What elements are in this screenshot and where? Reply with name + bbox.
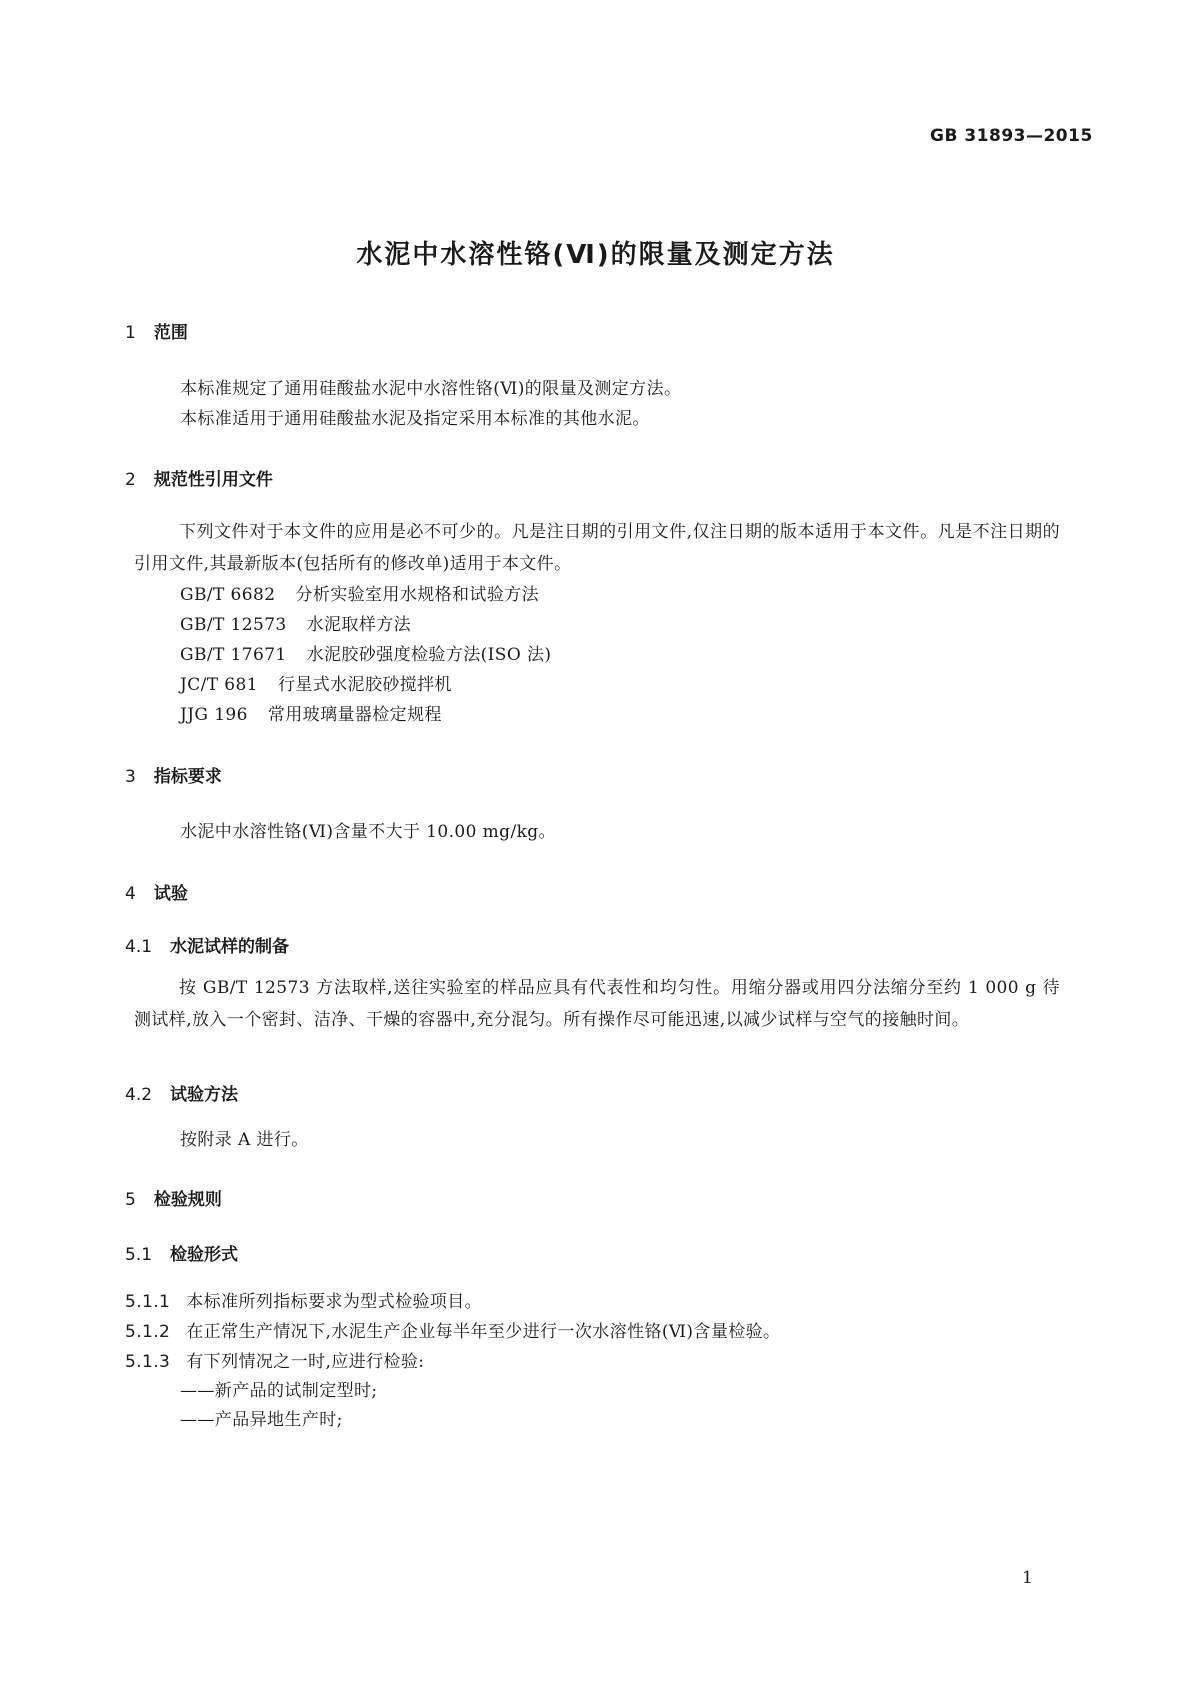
- section-title: 指标要求: [153, 767, 222, 787]
- section-5-heading: [125, 1185, 222, 1210]
- page-number: 1: [1022, 1568, 1033, 1588]
- clause-number: 5.1.2: [125, 1322, 171, 1342]
- references-intro: 下列文件对于本文件的应用是必不可少的。凡是注日期的引用文件,仅注日期的版本适用于本文件。凡是不注日期的引用文件,其最新版本(包括所有的修改单)适用于本文件。: [134, 522, 1060, 574]
- reference-code: JC/T 681: [180, 675, 258, 695]
- section-number: 2: [125, 470, 136, 490]
- reference-code: GB/T 17671: [180, 645, 287, 665]
- standard-number: GB 31893—2015: [930, 126, 1093, 146]
- list-item: ——产品异地生产时;: [180, 1410, 343, 1430]
- list-item: ——新产品的试制定型时;: [180, 1381, 378, 1401]
- section-1-heading: [125, 318, 188, 343]
- subsection-4-2-heading: [125, 1080, 238, 1105]
- clause-text: 本标准所列指标要求为型式检验项目。: [186, 1292, 483, 1312]
- reference-name: 常用玻璃量器检定规程: [267, 705, 442, 725]
- section-2-heading: [125, 465, 273, 490]
- section-title: 试验: [153, 884, 188, 904]
- reference-name: 行星式水泥胶砂搅拌机: [277, 675, 452, 695]
- reference-code: GB/T 6682: [180, 585, 276, 605]
- section-number: 4: [125, 884, 136, 904]
- section-title: 范围: [153, 323, 188, 343]
- clause-item: [125, 1347, 424, 1372]
- reference-name: 水泥取样方法: [306, 615, 412, 635]
- paragraph: 按附录 A 进行。: [180, 1130, 309, 1150]
- paragraph: 本标准适用于通用硅酸盐水泥及指定采用本标准的其他水泥。: [180, 409, 650, 429]
- section-title: 检验形式: [170, 1245, 239, 1265]
- reference-item: [180, 700, 442, 725]
- clause-number: 5.1.3: [125, 1352, 171, 1372]
- section-3-heading: [125, 762, 222, 787]
- section-number: 4.1: [125, 937, 153, 957]
- reference-name: 水泥胶砂强度检验方法(ISO 法): [306, 645, 552, 665]
- reference-item: [180, 640, 551, 665]
- section-number: 5: [125, 1190, 136, 1210]
- reference-item: [180, 670, 452, 695]
- paragraph: 本标准规定了通用硅酸盐水泥中水溶性铬(Ⅵ)的限量及测定方法。: [180, 379, 682, 399]
- section-title: 规范性引用文件: [153, 470, 273, 490]
- clause-number: 5.1.1: [125, 1292, 171, 1312]
- reference-item: [180, 610, 411, 635]
- reference-code: JJG 196: [180, 705, 248, 725]
- section-4-heading: [125, 879, 188, 904]
- clause-item: [125, 1287, 482, 1312]
- paragraph: 水泥中水溶性铬(Ⅵ)含量不大于 10.00 mg/kg。: [180, 822, 556, 842]
- section-number: 1: [125, 323, 136, 343]
- section-number: 3: [125, 767, 136, 787]
- clause-item: [125, 1317, 780, 1342]
- section-number: 4.2: [125, 1085, 153, 1105]
- section-title: 水泥试样的制备: [170, 937, 290, 957]
- clause-text: 有下列情况之一时,应进行检验:: [186, 1352, 425, 1372]
- reference-code: GB/T 12573: [180, 615, 287, 635]
- reference-item: [180, 580, 539, 605]
- section-number: 5.1: [125, 1245, 153, 1265]
- section-title: 试验方法: [170, 1085, 239, 1105]
- subsection-4-1-heading: [125, 932, 289, 957]
- reference-name: 分析实验室用水规格和试验方法: [295, 585, 540, 605]
- subsection-5-1-heading: [125, 1240, 238, 1265]
- paragraph: 按 GB/T 12573 方法取样,送往实验室的样品应具有代表性和均匀性。用缩分器或用四分法缩分至约 1 000 g 待测试样,放入一个密封、洁净、干燥的容器中,充分混匀。所有操作尽可能迅速,以减少试样与空气的接触时间。: [134, 978, 1060, 1030]
- page-title: 水泥中水溶性铬(Ⅵ)的限量及测定方法: [356, 240, 835, 270]
- section-title: 检验规则: [153, 1190, 222, 1210]
- clause-text: 在正常生产情况下,水泥生产企业每半年至少进行一次水溶性铬(Ⅵ)含量检验。: [186, 1322, 781, 1342]
